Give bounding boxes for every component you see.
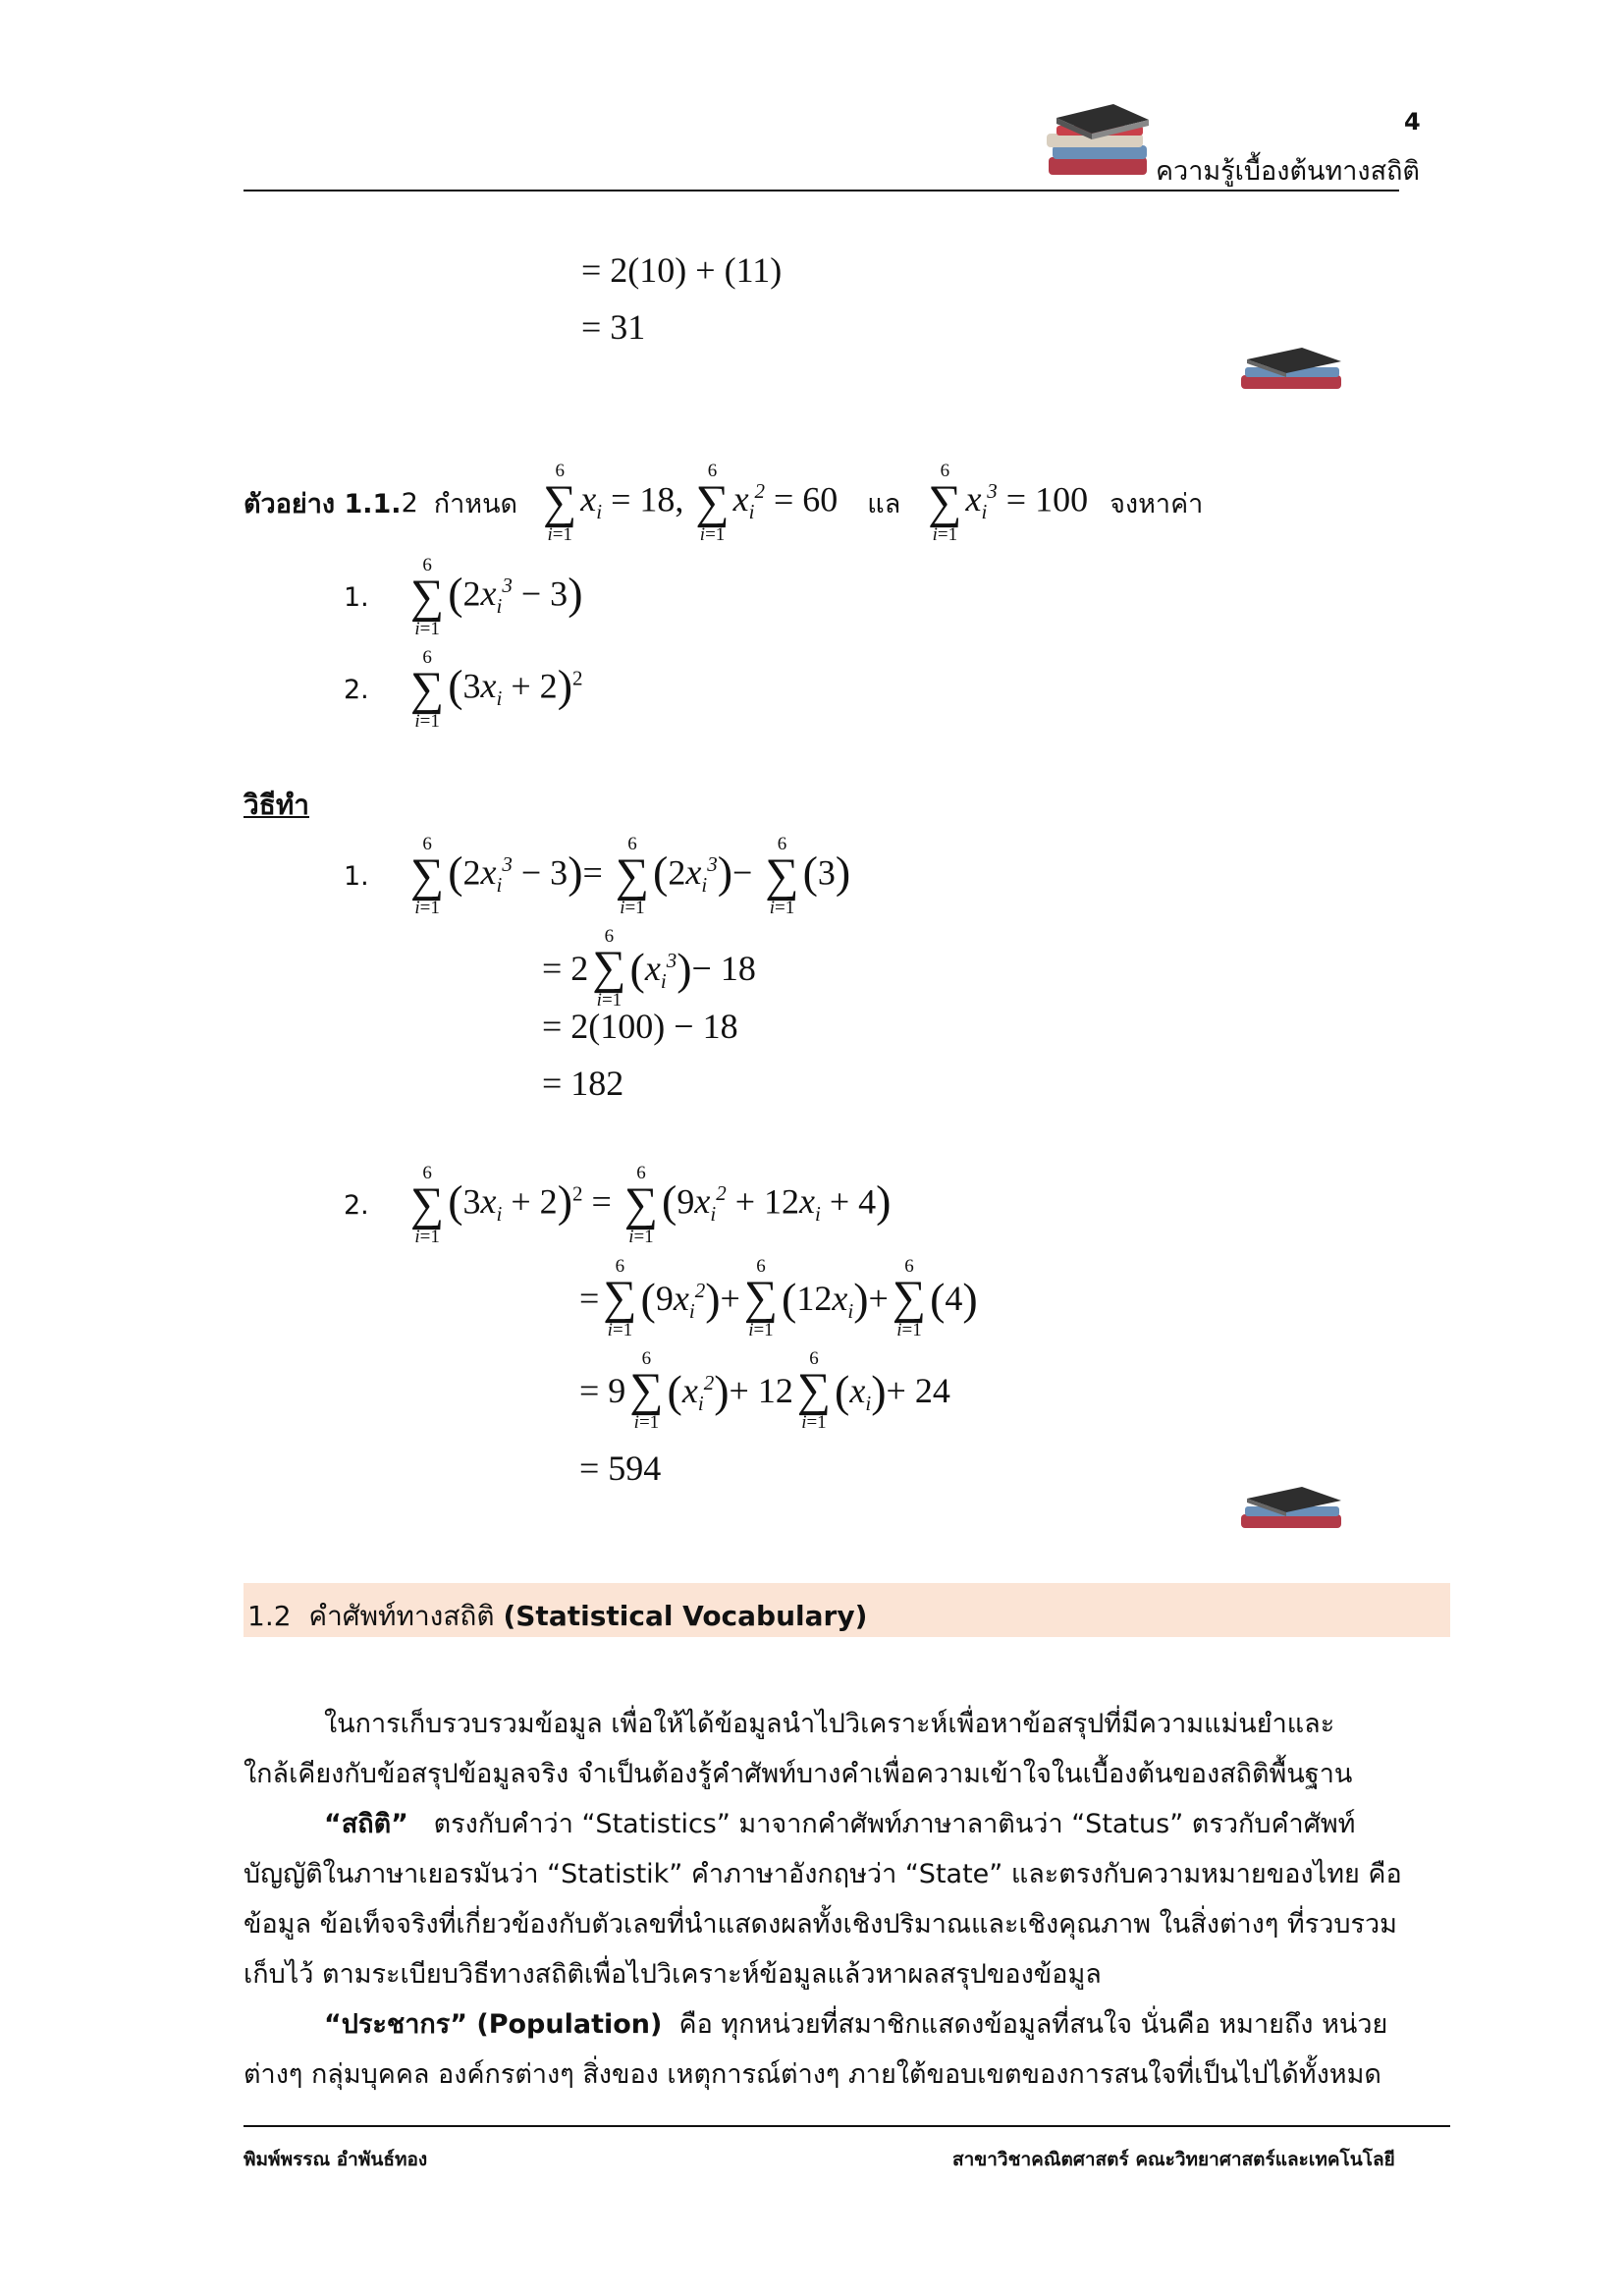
body-text: [244, 1699, 1450, 2100]
and-word: แล: [867, 488, 901, 519]
example-label-num: 2: [401, 487, 418, 519]
footer-rule: [244, 2125, 1450, 2127]
question-2: 2. 6 ∑ i=1 $(3x_i + 2)^2$: [344, 647, 583, 732]
solution-1-row-2: = 2 6 ∑ i=1 ( $x_i^3$ ) − 18: [542, 926, 756, 1011]
section-heading: [244, 1583, 1450, 1637]
top-calc-line-1: = 2(10) + (11): [581, 250, 783, 290]
question-2-number: 2.: [344, 674, 369, 705]
para-1-line-2: ใกล้เคียงกับข้อสรุปข้อมูลจริง จำเป็นต้องรู้คำศัพท์บางคำเพื่อความเข้าใจในเบื้องต้นของสถิติพื้นฐาน: [244, 1759, 1353, 1789]
para-2-line-1: “สถิติ” ตรงกับคำว่า “Statistics” มาจากคำศัพท์ภาษาลาตินว่า “Status” ตรวกับคำศัพท์: [324, 1809, 1356, 1839]
para-1-line-1: ในการเก็บรวบรวมข้อมูล เพื่อให้ได้ข้อมูลนำไปวิเคราะห์เพื่อหาข้อสรุปที่มีความแม่นยำและ: [324, 1709, 1335, 1739]
section-title-th: คำศัพท์ทางสถิติ: [308, 1600, 495, 1632]
footer-author: พิมพ์พรรณ อำพันธ์ทอง: [244, 2149, 428, 2170]
solution-2-row-1: 2. 6 ∑ i=1 $(3x_i + 2)^2$ = 6 ∑ i=1 $(9x_i^2 + 12x_i + 4)$: [344, 1163, 892, 1247]
solution-1-number: 1.: [344, 860, 369, 892]
question-1-number: 1.: [344, 581, 369, 613]
top-calc-line-2: = 31: [581, 307, 646, 347]
given-sum-2: 6 ∑ i=1 $x_i^2 = 60$: [695, 461, 839, 545]
running-title: ความรู้เบื้องต้นทางสถิติ: [1156, 156, 1420, 187]
section-title-en: (Statistical Vocabulary): [503, 1600, 868, 1632]
page-number: 4: [1404, 108, 1421, 136]
para-3-line-2: ต่างๆ กลุ่มบุคคล องค์กรต่างๆ สิ่งของ เหตุการณ์ต่างๆ ภายใต้ขอบเขตของการสนใจที่เป็นไปได้ทั้งหมด: [244, 2059, 1381, 2090]
para-2-line-3: ข้อมูล ข้อเท็จจริงที่เกี่ยวข้องกับตัวเลขที่นำแสดงผลทั้งเชิงปริมาณและเชิงคุณภาพ ในสิ่งต่างๆ ที่รวบรวม: [244, 1909, 1397, 1940]
books-header-icon: [1043, 98, 1153, 183]
section-number: 1.2: [247, 1600, 292, 1632]
example-statement: [244, 462, 1203, 544]
term-statistics: “สถิติ”: [324, 1809, 408, 1839]
example-label: ตัวอย่าง 1.1.: [244, 488, 402, 519]
question-1: 1. 6 ∑ i=1 $(2x_i^3 - 3)$: [344, 555, 583, 639]
solution-2-row-2: = 6 ∑ i=1 ( 9 $x_i^2$ ) + 6 ∑ i=1 ( 12 $x_i$ ) + 6 ∑ i=1 ( 4 ): [579, 1256, 978, 1340]
solution-1-row-4: = 182: [542, 1064, 624, 1103]
para-3-line-1: “ประชากร” (Population) คือ ทุกหน่วยที่สมาชิกแสดงข้อมูลที่สนใจ นั่นคือ หมายถึง หน่วย: [324, 2009, 1388, 2040]
solution-1-row-1: 1. 6 ∑ i=1 $(2x_i^3 - 3)=$ 6 ∑ i=1 $(2x_i^3)-$ 6 ∑ i=1 (3): [344, 834, 851, 918]
solution-title: วิธีทำ: [244, 789, 309, 821]
given-word: กำหนด: [433, 488, 518, 519]
given-sum-3: 6 ∑ i=1 $x_i^3 = 100$: [928, 461, 1089, 545]
para-2-line-4: เก็บไว้ ตามระเบียบวิธีทางสถิติเพื่อไปวิเคราะห์ข้อมูลแล้วหาผลสรุปของข้อมูล: [244, 1959, 1102, 1990]
given-sum-1: 6 ∑ i=1 $x_i = 18$,: [543, 461, 684, 545]
solution-2-number: 2.: [344, 1189, 369, 1221]
books-divider-icon: [1237, 344, 1347, 395]
solution-2-row-3: = 9 6 ∑ i=1 ( $x_i^2$ ) + 12 6 ∑ i=1 ( $x_i$ ) + 24: [579, 1348, 950, 1433]
term-population: “ประชากร” (Population): [324, 2009, 663, 2040]
footer-department: สาขาวิชาคณิตศาสตร์ คณะวิทยาศาสตร์และเทคโนโลยี: [952, 2149, 1395, 2170]
solution-2-row-4: = 594: [579, 1449, 662, 1488]
solution-1-row-3: = 2(100) − 18: [542, 1007, 738, 1046]
para-2-line-2: บัญญัติในภาษาเยอรมันว่า “Statistik” คำภาษาอังกฤษว่า “State” และตรงกับความหมายของไทย คือ: [244, 1859, 1402, 1889]
find-word: จงหาค่า: [1110, 488, 1204, 519]
books-end-icon: [1237, 1483, 1347, 1534]
header-rule: [244, 190, 1399, 191]
